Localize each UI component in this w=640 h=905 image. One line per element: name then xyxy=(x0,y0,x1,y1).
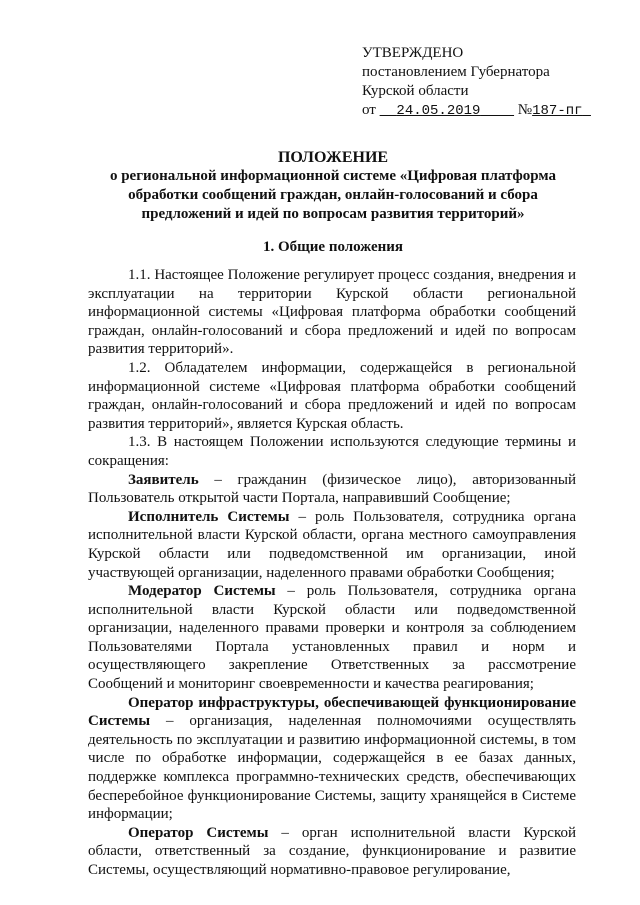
term-name: Исполнитель Системы xyxy=(128,508,290,525)
term-name: Оператор Системы xyxy=(128,824,269,841)
term-definition: – орган исполнительной власти Курской области, ответственный за создание, функционирование и развитие Системы, осуществляющий нормативно-правовое регулирование, xyxy=(88,824,576,878)
term-name: Модератор Системы xyxy=(128,583,276,600)
approval-number-value: 187-пг xyxy=(532,103,583,119)
term-definition: – роль Пользователя, сотрудника органа исполнительной власти Курской области, органа местного самоуправления Курской области или подведомственной им организации, иной участвующей организации, наделенного правами обработки Сообщения; xyxy=(88,508,576,581)
paragraph-1-3: 1.3. В настоящем Положении используются следующие термины и сокращения: xyxy=(88,434,576,469)
term-entry xyxy=(88,694,576,824)
approval-date-value: 24.05.2019 xyxy=(396,103,481,119)
term-definition: – гражданин (физическое лицо), авторизованный Пользователь открытой части Портала, направивший Сообщение; xyxy=(88,471,576,507)
approval-decree-line: постановлением Губернатора xyxy=(362,64,550,80)
term-entry xyxy=(88,471,576,508)
section-title: 1. Общие положения xyxy=(262,239,404,255)
approval-region-line: Курской области xyxy=(362,83,469,99)
paragraph-1-1: 1.1. Настоящее Положение регулирует процесс создания, внедрения и эксплуатации на территории Курской области региональной информационной системы «Цифровая платформа обработки сообщений граждан, онлайн-голосований и сбора предложений и идей по вопросам развития территорий». xyxy=(88,267,576,358)
document-title: ПОЛОЖЕНИЕ xyxy=(277,149,389,166)
term-entry xyxy=(88,582,576,694)
term-definition: – роль Пользователя, сотрудника органа исполнительной власти Курской области или подведомственной организации, наделенного правами проверки и контроля за соблюдением Пользователями Портала установленных правил и норм и осуществляющего закрепление Ответственных за рассмотрение Сообщений и мониторинг своевременности и качества реагирования; xyxy=(88,583,576,693)
approval-date xyxy=(380,103,514,119)
term-entry xyxy=(88,508,576,582)
document-subtitle: о региональной информационной системе «Цифровая платформа обработки сообщений граждан, онлайн-голосований и сбора предложений и идей по вопросам развития территорий» xyxy=(109,168,557,222)
approval-number-label: № xyxy=(517,102,533,118)
document-body xyxy=(88,266,576,880)
approval-number xyxy=(532,103,591,119)
approval-stamp xyxy=(362,44,612,121)
term-name: Оператор инфраструктуры, обеспечивающей функционирование Системы xyxy=(88,694,576,730)
term-name: Заявитель xyxy=(128,471,199,488)
approval-date-line xyxy=(362,101,612,121)
paragraph-1-2: 1.2. Обладателем информации, содержащейся в региональной информационной системе «Цифровая платформа обработки сообщений граждан, онлайн-голосований и сбора предложений и идей по вопросам развития территорий», является Курская область. xyxy=(88,359,576,432)
approval-heading: УТВЕРЖДЕНО xyxy=(362,45,464,61)
term-definition: – организация, наделенная полномочиями осуществлять деятельность по эксплуатации и развитию информационной системы, в том числе по обработке информации, содержащейся в ее базах данных, поддержке комплекса программно-технических средств, обеспечивающих бесперебойное функционирование Системы, защиту хранящейся в Системе информации; xyxy=(88,713,576,823)
document-title-block xyxy=(88,148,578,224)
approval-from-label: от xyxy=(362,102,376,118)
term-entry xyxy=(88,824,576,880)
